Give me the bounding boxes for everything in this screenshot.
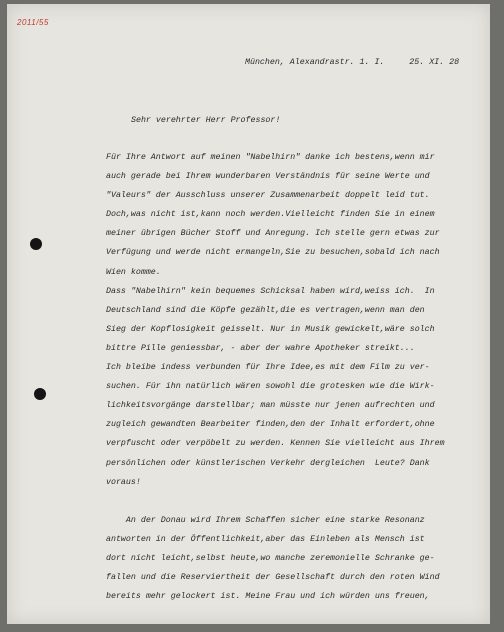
body-line: fallen und die Reserviertheit der Gesellschaft durch den roten Wind [106,573,440,583]
body-line: voraus! [106,477,141,487]
body-line: persönlichen oder künstlerischen Verkehr dergleichen Leute? Dank [106,458,430,468]
archive-mark: 2011/55 [17,18,49,27]
body-line: meiner übrigen Bücher Stoff und Anregung. Ich stelle gern etwas zur [106,229,440,239]
body-line: Sieg der Kopflosigkeit geisselt. Nur in Musik gewickelt,wäre solch [106,324,435,334]
body-line: Dass "Nabelhirn" kein bequemes Schicksal haben wird,weiss ich. In [106,286,435,296]
body-line: auch gerade bei Ihrem wunderbaren Verständnis für seine Werte und [106,172,430,182]
body-line: zugleich gewandten Bearbeiter finden,den der Inhalt erfordert,ohne [106,420,435,430]
body-line: Ich bleibe indess verbunden für Ihre Idee,es mit dem Film zu ver- [106,363,430,373]
punch-hole [30,238,42,250]
body-line: antworten in der Öffentlichkeit,aber das Einleben als Mensch ist [106,534,425,544]
body-line: bereits mehr gelockert ist. Meine Frau und ich würden uns freuen, [106,592,430,602]
body-line: bittre Pille geniessbar, - aber der wahre Apotheker streikt... [106,343,415,353]
body-line: "Valeurs" der Ausschluss unserer Zusammenarbeit doppelt leid tut. [106,191,430,201]
body-line: Wien komme. [106,267,161,277]
letter-body [106,148,445,606]
letter-page [7,4,490,624]
body-line: suchen. Für ihn natürlich wären sowohl die grotesken wie die Wirk- [106,382,435,392]
salutation: Sehr verehrter Herr Professor! [131,116,281,125]
body-line: Verfügung und werde nicht ermangeln,Sie zu besuchen,sobald ich nach [106,248,440,258]
body-line [106,492,445,511]
body-line: lichkeitsvorgänge darstellbar; man müsste nur jenen aufrechten und [106,401,435,411]
body-line: An der Donau wird Ihrem Schaffen sicher eine starke Resonanz [106,515,425,525]
body-line: Deutschland sind die Köpfe gezählt,die es vertragen,wenn man den [106,305,425,315]
punch-hole [34,388,46,400]
body-line: verpfuscht oder verpöbelt zu werden. Kennen Sie vielleicht aus Ihrem [106,439,445,449]
body-line: dort nicht leicht,selbst heute,wo manche zeremonielle Schranke ge- [106,553,435,563]
body-line: Doch,was nicht ist,kann noch werden.Vielleicht finden Sie in einem [106,210,435,220]
body-line: Für Ihre Antwort auf meinen "Nabelhirn" danke ich bestens,wenn mir [106,153,435,162]
letter-header: München, Alexandrastr. 1. I. 25. XI. 28 [245,58,460,67]
